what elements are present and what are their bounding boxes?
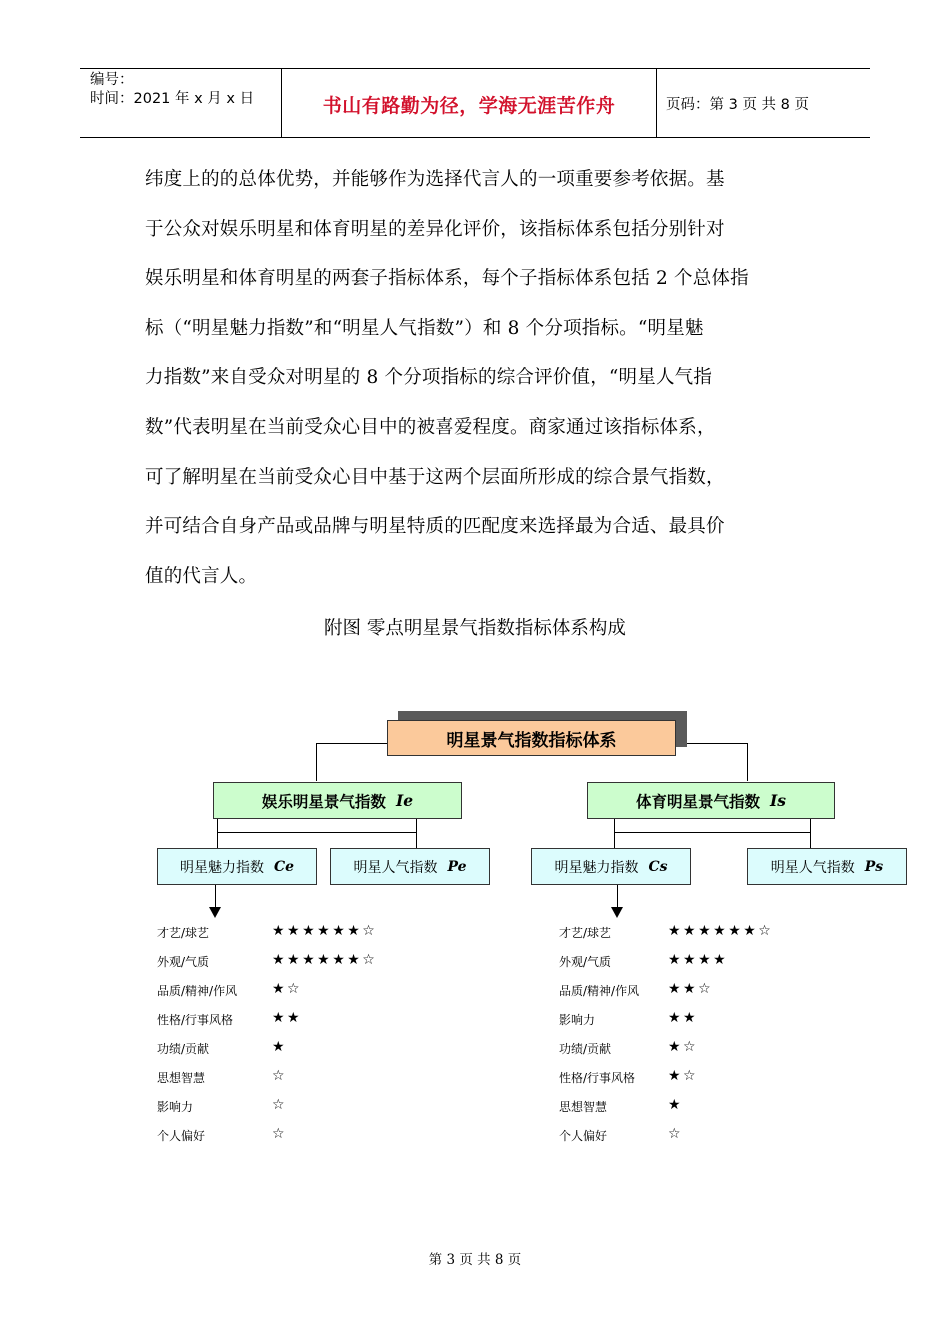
rating-label: 思想智慧 bbox=[157, 1071, 206, 1085]
rating-stars: ★ bbox=[668, 1097, 684, 1113]
rating-label: 才艺/球艺 bbox=[559, 926, 612, 940]
arrow-down-icon bbox=[209, 907, 221, 918]
sports-charm-symbol: Cs bbox=[648, 858, 668, 875]
body-line: 娱乐明星和体育明星的两套子指标体系，每个子指标体系包括 2 个总体指 bbox=[145, 268, 749, 290]
header-motto: 书山有路勤为径，学海无涯苦作舟 bbox=[322, 95, 616, 117]
sports-index-symbol: Is bbox=[770, 791, 786, 810]
entertainment-charm-label: 明星魅力指数 bbox=[179, 859, 264, 876]
header-page-info: 页码：第 3 页 共 8 页 bbox=[666, 97, 809, 113]
entertainment-index-symbol: Ie bbox=[395, 791, 414, 810]
body-paragraph bbox=[145, 155, 815, 601]
arrow-down-icon bbox=[611, 907, 623, 918]
rating-label: 个人偏好 bbox=[559, 1129, 608, 1143]
rating-label: 思想智慧 bbox=[559, 1100, 608, 1114]
rating-stars: ★☆ bbox=[668, 1068, 699, 1084]
rating-label: 品质/精神/作风 bbox=[559, 984, 640, 998]
rating-stars: ★★☆ bbox=[668, 981, 714, 997]
index-system-diagram bbox=[0, 700, 950, 1170]
rating-label: 功绩/贡献 bbox=[559, 1042, 612, 1056]
rating-stars: ★★ bbox=[668, 1010, 699, 1026]
body-line: 标（“明星魅力指数”和“明星人气指数”）和 8 个分项指标。“明星魅 bbox=[145, 317, 704, 339]
connector-line bbox=[217, 818, 218, 848]
connector-line bbox=[810, 818, 811, 848]
rating-stars: ☆ bbox=[272, 1097, 288, 1113]
body-line: 力指数”来自受众对明星的 8 个分项指标的综合评价值，“明星人气指 bbox=[145, 367, 713, 389]
sports-charm-box bbox=[531, 848, 691, 885]
body-line: 值的代言人。 bbox=[145, 565, 258, 587]
page-footer: 第 3 页 共 8 页 bbox=[428, 1252, 522, 1268]
connector-line bbox=[686, 743, 747, 744]
rating-stars: ★★★★ bbox=[668, 952, 729, 968]
body-line: 可了解明星在当前受众心目中基于这两个层面所形成的综合景气指数， bbox=[145, 466, 725, 488]
sports-popularity-box bbox=[747, 848, 907, 885]
figure-caption: 附图 零点明星景气指数指标体系构成 bbox=[324, 618, 626, 639]
connector-line bbox=[747, 743, 748, 781]
rating-label: 个人偏好 bbox=[157, 1129, 206, 1143]
rating-label: 功绩/贡献 bbox=[157, 1042, 210, 1056]
body-line: 数”代表明星在当前受众心目中的被喜爱程度。商家通过该指标体系， bbox=[145, 416, 716, 438]
connector-line bbox=[217, 832, 417, 833]
page-header bbox=[80, 68, 870, 138]
rating-label: 才艺/球艺 bbox=[157, 926, 210, 940]
rating-stars: ☆ bbox=[272, 1126, 288, 1142]
connector-line bbox=[316, 743, 317, 781]
rating-stars: ★☆ bbox=[668, 1039, 699, 1055]
rating-label: 性格/行事风格 bbox=[559, 1071, 636, 1085]
sports-popularity-label: 明星人气指数 bbox=[770, 859, 855, 876]
root-index-box bbox=[387, 720, 676, 756]
body-line: 并可结合自身产品或品牌与明星特质的匹配度来选择最为合适、最具价 bbox=[145, 516, 725, 538]
connector-line bbox=[614, 818, 615, 848]
root-index-label: 明星景气指数指标体系 bbox=[446, 730, 617, 751]
rating-stars: ★ bbox=[272, 1039, 288, 1055]
header-meta bbox=[90, 71, 254, 109]
rating-label: 外观/气质 bbox=[559, 955, 612, 969]
entertainment-index-label: 娱乐明星景气指数 bbox=[261, 792, 386, 811]
header-divider bbox=[656, 69, 657, 137]
rating-stars: ★★ bbox=[272, 1010, 303, 1026]
rating-label: 外观/气质 bbox=[157, 955, 210, 969]
connector-line bbox=[614, 832, 811, 833]
rating-stars: ★☆ bbox=[272, 981, 303, 997]
body-line: 于公众对娱乐明星和体育明星的差异化评价，该指标体系包括分别针对 bbox=[145, 218, 725, 240]
rating-stars: ★★★★★★☆ bbox=[272, 923, 378, 939]
rating-stars: ★★★★★★☆ bbox=[272, 952, 378, 968]
rating-label: 品质/精神/作风 bbox=[157, 984, 238, 998]
entertainment-popularity-box bbox=[330, 848, 490, 885]
sports-index-label: 体育明星景气指数 bbox=[636, 792, 761, 811]
entertainment-charm-symbol: Ce bbox=[273, 858, 295, 875]
sports-charm-label: 明星魅力指数 bbox=[554, 859, 639, 876]
sports-index-box bbox=[587, 782, 835, 819]
sports-popularity-symbol: Ps bbox=[864, 858, 884, 875]
header-number-label: 编号： bbox=[90, 72, 134, 88]
rating-stars: ☆ bbox=[272, 1068, 288, 1084]
rating-label: 影响力 bbox=[559, 1013, 596, 1027]
connector-line bbox=[316, 743, 387, 744]
entertainment-popularity-label: 明星人气指数 bbox=[353, 859, 438, 876]
body-line: 纬度上的的总体优势，并能够作为选择代言人的一项重要参考依据。基 bbox=[145, 169, 725, 190]
rating-label: 性格/行事风格 bbox=[157, 1013, 234, 1027]
rating-label: 影响力 bbox=[157, 1100, 194, 1114]
header-time-label: 时间：2021 年 x 月 x 日 bbox=[90, 91, 255, 107]
rating-stars: ★★★★★★☆ bbox=[668, 923, 774, 939]
entertainment-charm-box bbox=[157, 848, 317, 885]
entertainment-popularity-symbol: Pe bbox=[447, 858, 467, 875]
connector-line bbox=[416, 818, 417, 848]
rating-stars: ☆ bbox=[668, 1126, 684, 1142]
entertainment-index-box bbox=[213, 782, 462, 819]
